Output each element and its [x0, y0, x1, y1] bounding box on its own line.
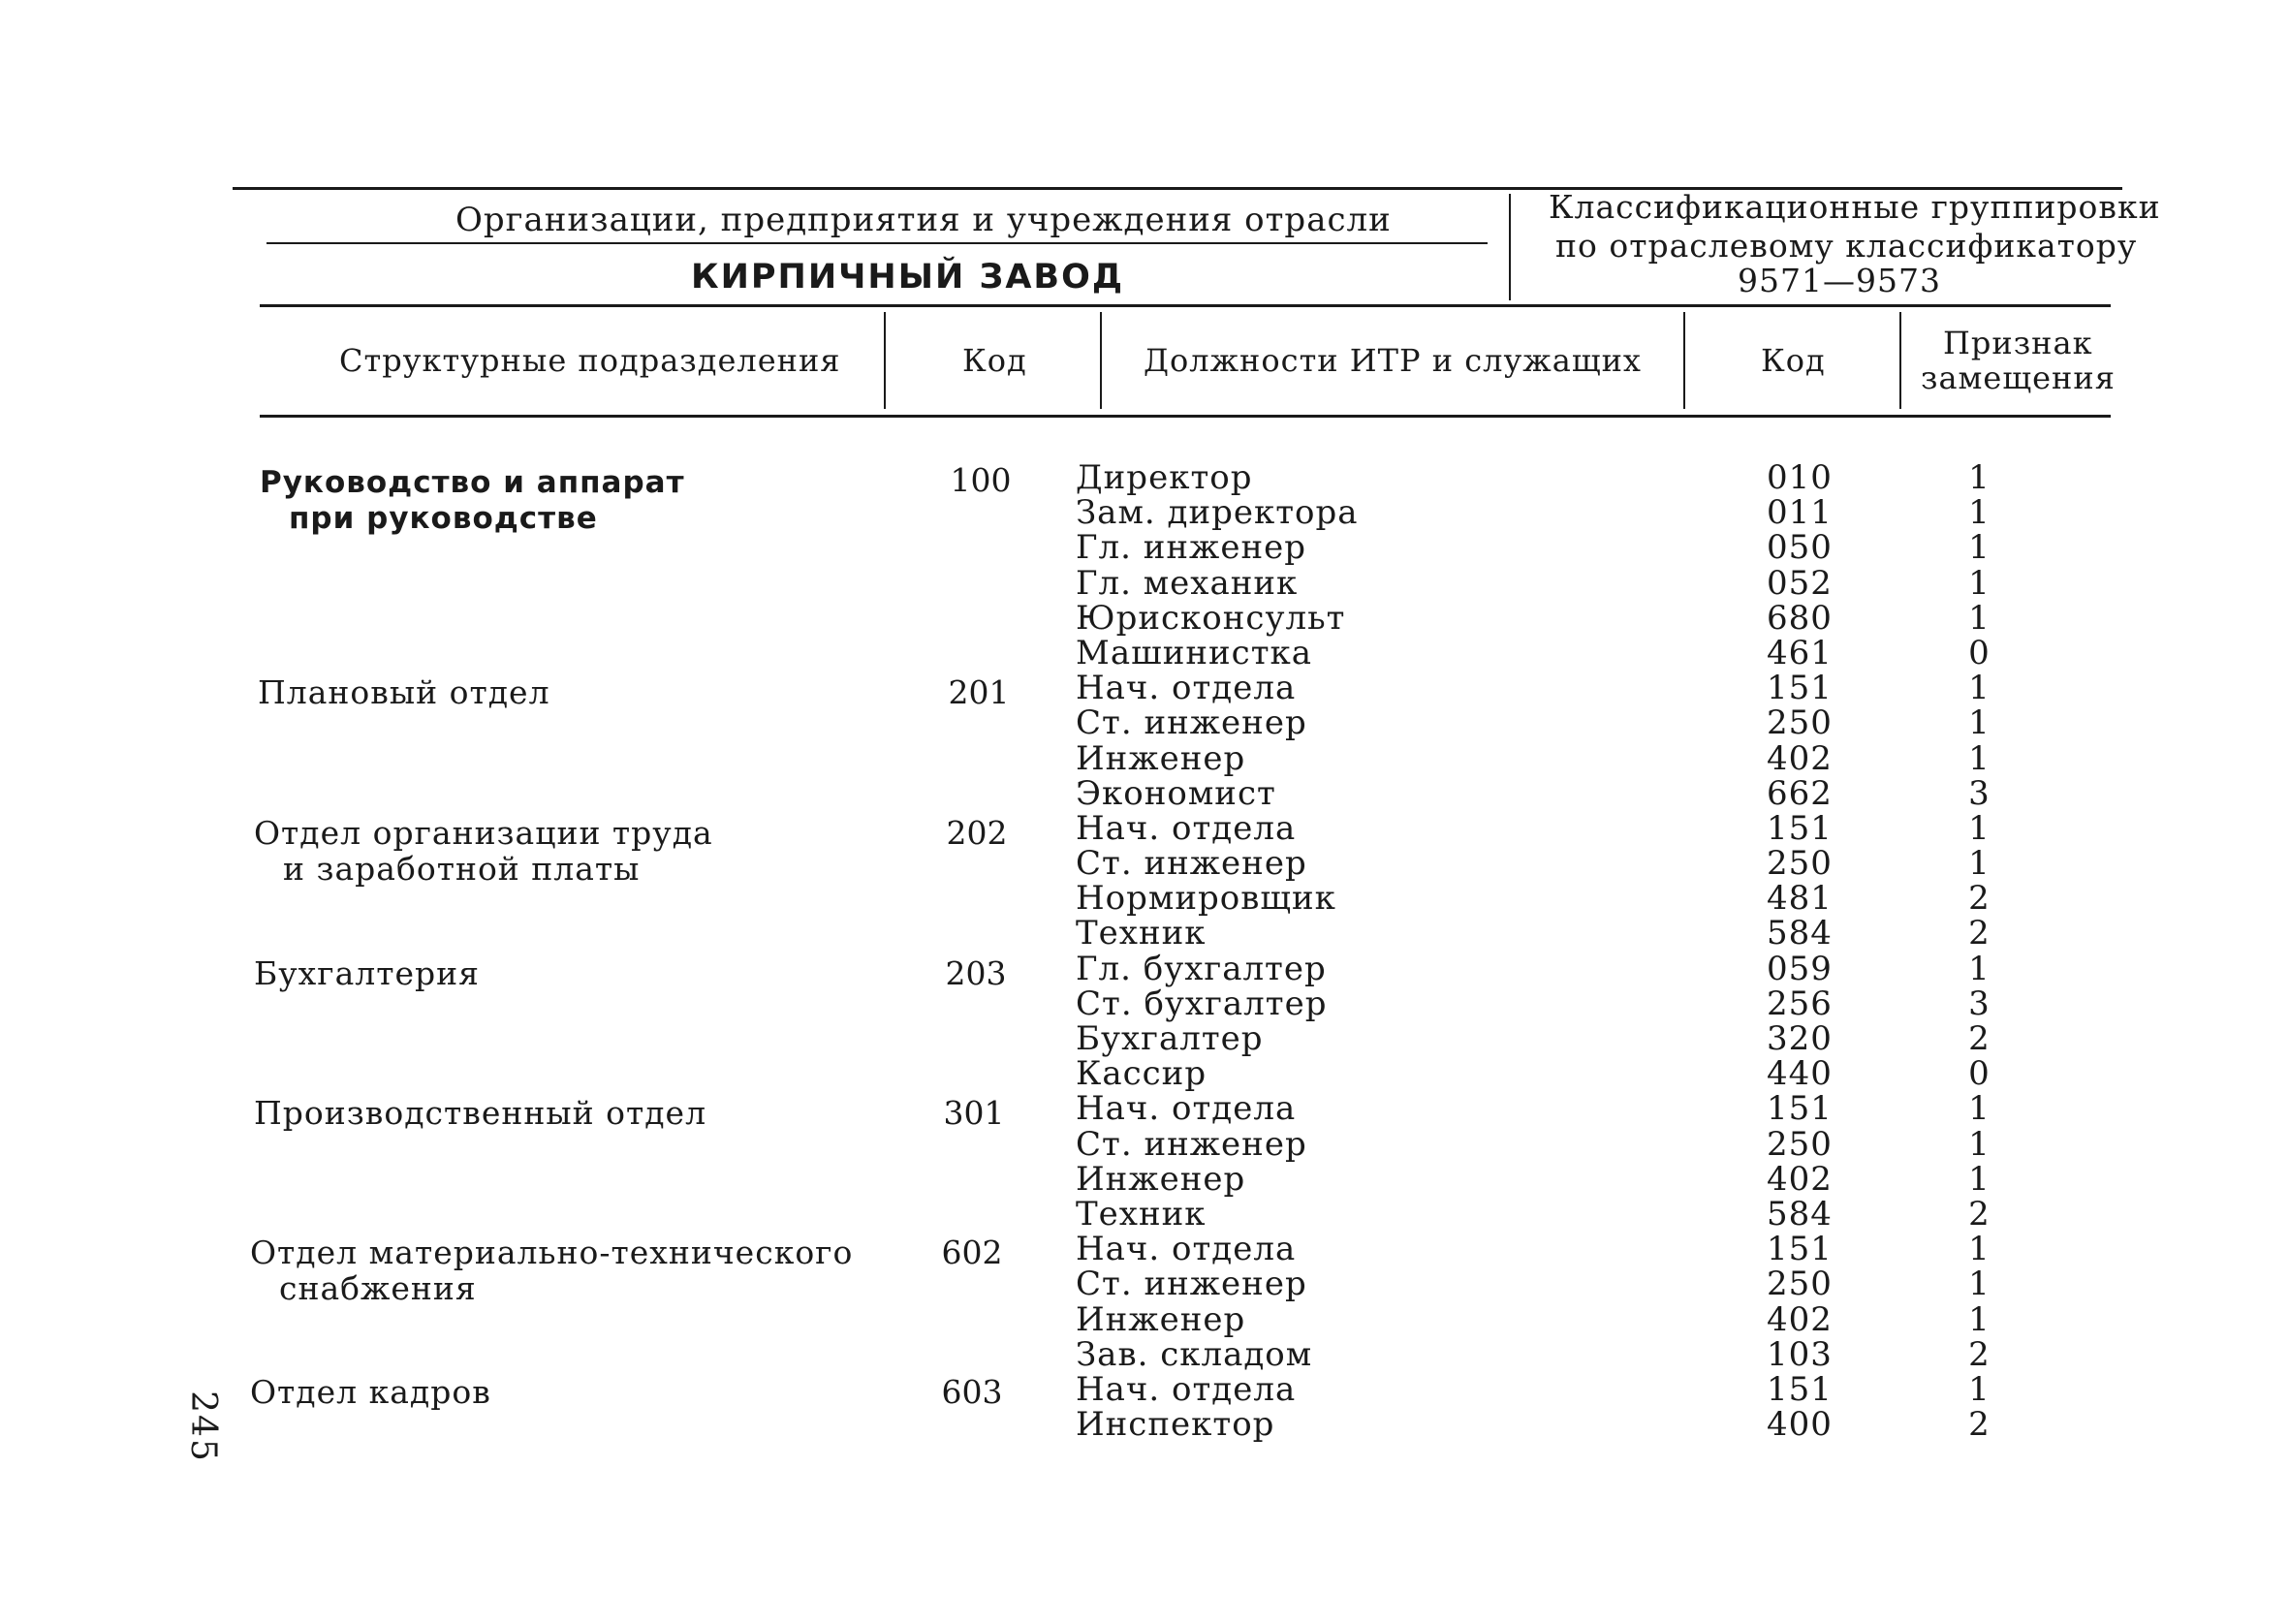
position-code: 584	[1767, 1194, 1833, 1234]
org-caption-rule	[267, 242, 1488, 244]
position-code: 400	[1767, 1405, 1833, 1445]
substitution-sign: 1	[1968, 703, 1990, 743]
position-title: Нач. отдела	[1076, 1369, 1297, 1409]
position-code: 402	[1767, 1299, 1833, 1339]
substitution-sign: 2	[1968, 914, 1990, 953]
table-row	[1076, 633, 2045, 672]
table-row	[1076, 703, 2045, 743]
classification-line-3: 9571—9573	[1738, 262, 1941, 299]
positions-list	[1076, 458, 2045, 1445]
substitution-sign: 3	[1968, 984, 1990, 1023]
table-row	[1076, 528, 2045, 568]
position-title: Директор	[1076, 458, 1253, 497]
col-header-substitution-2: замещения	[1921, 359, 2116, 396]
substitution-sign: 2	[1968, 1334, 1990, 1374]
position-title: Гл. бухгалтер	[1076, 949, 1327, 988]
position-code: 256	[1767, 984, 1833, 1023]
substitution-sign: 2	[1968, 879, 1990, 919]
col-header-dept-code: Код	[962, 342, 1027, 379]
dept-name-line1: Руководство и аппарат	[260, 465, 685, 500]
dept-management	[260, 465, 685, 537]
position-code: 320	[1767, 1019, 1833, 1058]
table-row	[1076, 1230, 2045, 1269]
position-title: Ст. инженер	[1076, 844, 1307, 884]
position-title: Нач. отдела	[1076, 808, 1297, 848]
classification-line-2: по отраслевому классификатору	[1555, 227, 2138, 265]
substitution-sign: 1	[1968, 669, 1990, 708]
table-row	[1076, 1265, 2045, 1304]
col-divider-3	[1683, 312, 1685, 409]
header-divider	[1509, 194, 1511, 300]
substitution-sign: 1	[1968, 1159, 1990, 1199]
position-code: 050	[1767, 528, 1833, 568]
dept-name-line2: при руководстве	[289, 501, 598, 536]
position-title: Инспектор	[1076, 1405, 1275, 1445]
substitution-sign: 1	[1968, 1265, 1990, 1304]
substitution-sign: 1	[1968, 458, 1990, 497]
position-title: Гл. инженер	[1076, 528, 1306, 568]
substitution-sign: 1	[1968, 1124, 1990, 1164]
substitution-sign: 1	[1968, 808, 1990, 848]
substitution-sign: 1	[1968, 1089, 1990, 1129]
substitution-sign: 1	[1968, 1369, 1990, 1409]
table-row	[1076, 1159, 2045, 1199]
position-code: 402	[1767, 1159, 1833, 1199]
position-code: 250	[1767, 844, 1833, 884]
substitution-sign: 1	[1968, 949, 1990, 988]
col-header-pos-code: Код	[1761, 342, 1826, 379]
substitution-sign: 1	[1968, 1299, 1990, 1339]
position-title: Ст. инженер	[1076, 1124, 1307, 1164]
org-name: КИРПИЧНЫЙ ЗАВОД	[691, 258, 1125, 297]
substitution-sign: 2	[1968, 1019, 1990, 1058]
position-code: 010	[1767, 458, 1833, 497]
position-title: Техник	[1076, 1194, 1207, 1234]
col-divider-2	[1100, 312, 1102, 409]
position-title: Машинистка	[1076, 633, 1313, 672]
position-code: 103	[1767, 1334, 1833, 1374]
col-divider-4	[1899, 312, 1901, 409]
dept-code-201: 201	[948, 673, 1010, 711]
dept-name-line1: Плановый отдел	[258, 673, 550, 711]
position-code: 250	[1767, 1124, 1833, 1164]
table-row	[1076, 598, 2045, 638]
dept-name-line1: Отдел материально-технического	[250, 1234, 854, 1271]
dept-code-202: 202	[946, 814, 1008, 852]
position-title: Бухгалтер	[1076, 1019, 1264, 1058]
position-code: 151	[1767, 1369, 1833, 1409]
dept-code-301: 301	[943, 1094, 1005, 1132]
dept-code-100: 100	[950, 461, 1012, 499]
col-header-departments: Структурные подразделения	[339, 342, 841, 379]
substitution-sign: 2	[1968, 1194, 1990, 1234]
dept-name-line1: Бухгалтерия	[254, 954, 480, 992]
position-title: Ст. бухгалтер	[1076, 984, 1328, 1023]
substitution-sign: 2	[1968, 1405, 1990, 1445]
dept-hr	[250, 1374, 491, 1410]
dept-name-line1: Производственный отдел	[254, 1094, 707, 1132]
substitution-sign: 1	[1968, 844, 1990, 884]
table-row	[1076, 879, 2045, 919]
table-row	[1076, 773, 2045, 813]
table-row	[1076, 1124, 2045, 1164]
table-row	[1076, 1334, 2045, 1374]
position-title: Зам. директора	[1076, 493, 1359, 533]
dept-labor	[254, 815, 713, 887]
position-code: 052	[1767, 563, 1833, 603]
table-row	[1076, 1299, 2045, 1339]
dept-planning	[258, 674, 550, 710]
substitution-sign: 1	[1968, 598, 1990, 638]
dept-code-203: 203	[945, 954, 1007, 992]
position-title: Инженер	[1076, 1159, 1246, 1199]
table-row	[1076, 808, 2045, 848]
column-header-bottom-rule	[260, 415, 2111, 418]
table-row	[1076, 493, 2045, 533]
position-code: 059	[1767, 949, 1833, 988]
position-code: 250	[1767, 1265, 1833, 1304]
substitution-sign: 0	[1968, 633, 1990, 672]
position-code: 584	[1767, 914, 1833, 953]
substitution-sign: 1	[1968, 738, 1990, 778]
col-header-substitution-1: Признак	[1943, 325, 2093, 361]
substitution-sign: 1	[1968, 1230, 1990, 1269]
table-row	[1076, 1021, 2045, 1056]
position-title: Зав. складом	[1076, 1334, 1313, 1374]
table-row	[1076, 986, 2045, 1021]
table-row	[1076, 1194, 2045, 1234]
col-header-positions: Должности ИТР и служащих	[1144, 342, 1642, 379]
position-title: Нач. отдела	[1076, 1230, 1297, 1269]
position-code: 151	[1767, 808, 1833, 848]
position-title: Гл. механик	[1076, 563, 1299, 603]
table-row	[1076, 1369, 2045, 1409]
dept-accounting	[254, 955, 480, 991]
table-row	[1076, 844, 2045, 884]
position-title: Ст. инженер	[1076, 1265, 1307, 1304]
col-divider-1	[884, 312, 886, 409]
table-row	[1076, 1405, 2045, 1445]
position-title: Нач. отдела	[1076, 1089, 1297, 1129]
position-title: Кассир	[1076, 1054, 1207, 1094]
position-code: 250	[1767, 703, 1833, 743]
dept-name-line2: снабжения	[279, 1269, 477, 1307]
dept-name-line1: Отдел организации труда	[254, 814, 713, 852]
position-title: Нормировщик	[1076, 879, 1336, 919]
header-bottom-rule	[260, 304, 2111, 307]
substitution-sign: 3	[1968, 773, 1990, 813]
position-code: 151	[1767, 1089, 1833, 1129]
position-title: Нач. отдела	[1076, 669, 1297, 708]
position-title: Экономист	[1076, 773, 1276, 813]
substitution-sign: 1	[1968, 493, 1990, 533]
position-code: 402	[1767, 738, 1833, 778]
table-row	[1076, 669, 2045, 708]
table-row	[1076, 949, 2045, 988]
position-code: 151	[1767, 1230, 1833, 1269]
position-code: 461	[1767, 633, 1833, 672]
dept-code-603: 603	[941, 1373, 1003, 1411]
table-row	[1076, 563, 2045, 603]
dept-name-line1: Отдел кадров	[250, 1373, 491, 1411]
table-row	[1076, 1054, 2045, 1094]
substitution-sign: 0	[1968, 1054, 1990, 1094]
page-number: 245	[182, 1390, 223, 1463]
position-code: 481	[1767, 879, 1833, 919]
position-title: Инженер	[1076, 1299, 1246, 1339]
classification-line-1: Классификационные группировки	[1549, 188, 2161, 226]
substitution-sign: 1	[1968, 563, 1990, 603]
table-row	[1076, 1089, 2045, 1129]
dept-name-line2: и заработной платы	[283, 850, 641, 888]
table-row	[1076, 916, 2045, 951]
position-code: 011	[1767, 493, 1833, 533]
position-title: Ст. инженер	[1076, 703, 1307, 743]
position-code: 680	[1767, 598, 1833, 638]
dept-supply	[250, 1234, 853, 1306]
dept-production	[254, 1095, 706, 1131]
table-row	[1076, 460, 2045, 495]
table-row	[1076, 738, 2045, 778]
substitution-sign: 1	[1968, 528, 1990, 568]
position-title: Техник	[1076, 914, 1207, 953]
position-code: 662	[1767, 773, 1833, 813]
org-caption: Организации, предприятия и учреждения отрасли	[455, 201, 1392, 239]
position-title: Инженер	[1076, 738, 1246, 778]
position-title: Юрисконсульт	[1076, 598, 1346, 638]
dept-code-602: 602	[941, 1234, 1003, 1271]
position-code: 151	[1767, 669, 1833, 708]
position-code: 440	[1767, 1054, 1833, 1094]
